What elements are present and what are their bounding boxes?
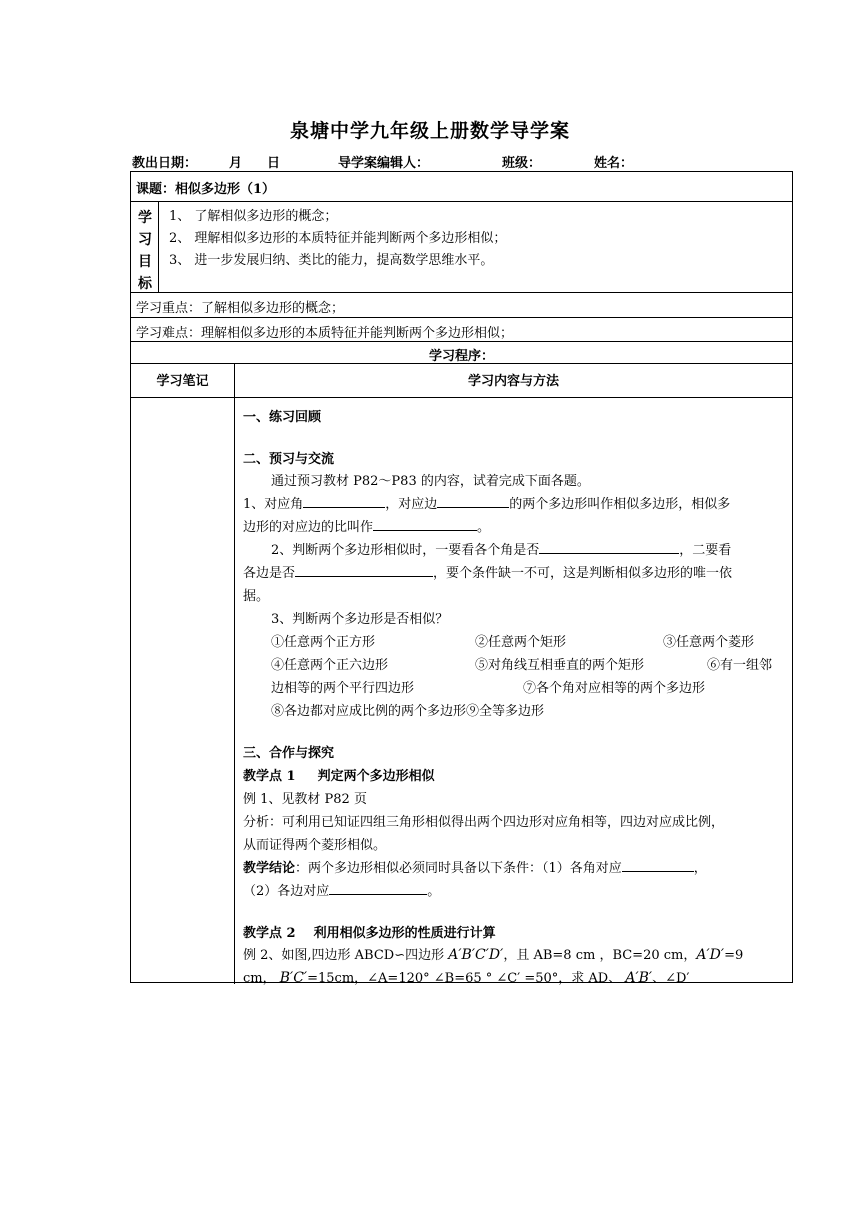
section-review: 一、练习回顾 — [243, 410, 322, 425]
notes-header: 学习笔记 — [156, 374, 209, 389]
blank-field[interactable] — [437, 494, 509, 508]
analysis-line1: 分析：可利用已知证四组三角形相似得出两个四边形对应角相等，四边对应成比例， — [243, 815, 725, 830]
blank-field[interactable] — [295, 563, 433, 577]
blank-field[interactable] — [539, 540, 679, 554]
difficulty: 学习难点：理解相似多边形的本质特征并能判断两个多边形相似； — [136, 326, 514, 341]
teaching-point-1: 教学点 1 判定两个多边形相似 — [243, 769, 435, 784]
key-point-row — [131, 293, 792, 318]
column-header-row — [131, 364, 792, 398]
question-3-title: 3、判断两个多边形是否相似？ — [271, 612, 449, 627]
question-1-line1: 1、对应角 ，对应边 的两个多边形叫作相似多边形，相似多 — [243, 493, 730, 512]
meta-line — [132, 152, 792, 170]
question-2-line3: 据。 — [243, 589, 270, 604]
conclusion-line1: 教学结论：两个多边形相似必须同时具备以下条件：（1）各角对应 ， — [243, 857, 707, 876]
question-2-line2: 各边是否 ，要个条件缺一不可，这是判断相似多边形的唯一依 — [243, 562, 732, 581]
lesson-table — [130, 171, 793, 986]
conclusion-line2: （2）各边对应 。 — [243, 880, 440, 899]
blank-field[interactable] — [329, 881, 427, 895]
date-label: 教出日期： — [132, 156, 198, 171]
example-2-line2: cm， B′C′=15cm，∠A=120° ∠B=65 ° ∠C′ =50°，求 AD、 A′B′、∠D′ — [243, 970, 690, 986]
blank-field[interactable] — [303, 494, 385, 508]
example-1: 例 1、见教材 P82 页 — [243, 792, 367, 807]
teaching-point-2: 教学点 2 利用相似多边形的性质进行计算 — [243, 926, 496, 941]
notes-header-cell — [131, 364, 235, 397]
goals-list — [169, 206, 506, 272]
goals-side-label — [131, 202, 159, 292]
month-label: 月 — [229, 156, 243, 171]
goal-item: 1、 了解相似多边形的概念； — [169, 209, 338, 224]
blank-field[interactable] — [622, 858, 694, 872]
goals-char: 标 — [138, 276, 152, 292]
goals-char: 学 — [138, 210, 152, 226]
content-header: 学习内容与方法 — [467, 374, 559, 389]
difficulty-row — [131, 318, 792, 342]
editor-label: 导学案编辑人： — [338, 156, 430, 171]
question-2-line1: 2、判断两个多边形相似时，一要看各个角是否 ，二要看 — [271, 539, 731, 558]
topic-row — [131, 172, 792, 202]
procedure-header-row — [131, 342, 792, 364]
name-label: 姓名： — [594, 156, 634, 171]
topic: 课题：相似多边形（1） — [136, 182, 276, 197]
section-preview: 二、预习与交流 — [243, 452, 335, 467]
question-1-line2: 边形的对应边的比叫作 。 — [243, 516, 490, 535]
class-label: 班级： — [502, 156, 542, 171]
preview-intro: 通过预习教材 P82～P83 的内容，试着完成下面各题。 — [271, 474, 590, 489]
option-1: ①任意两个正方形 — [271, 635, 376, 650]
section-explore: 三、合作与探究 — [243, 746, 335, 761]
day-label: 日 — [267, 156, 281, 171]
content-row — [131, 398, 792, 984]
goals-char: 目 — [138, 254, 152, 270]
blank-field[interactable] — [373, 517, 477, 531]
option-6-part1: ⑥有一组邻 — [707, 658, 773, 673]
goal-item: 2、 理解相似多边形的本质特征并能判断两个多边形相似； — [169, 231, 507, 246]
notes-column — [131, 398, 235, 984]
option-7: ⑦各个角对应相等的两个多边形 — [523, 681, 706, 696]
option-4: ④任意两个正六边形 — [271, 658, 389, 673]
document-title: 泉塘中学九年级上册数学导学案 — [289, 120, 570, 142]
procedure-header: 学习程序： — [428, 349, 494, 364]
example-2-line1: 例 2、如图,四边形 ABCD∽四边形 A′B′C′D′，且 AB=8 cm ，BC=20 cm，A′D′=9 — [243, 947, 744, 963]
option-2: ②任意两个矩形 — [475, 635, 567, 650]
goals-char: 习 — [138, 232, 152, 248]
option-8-9: ⑧各边都对应成比例的两个多边形⑨全等多边形 — [271, 704, 545, 719]
option-5: ⑤对角线互相垂直的两个矩形 — [475, 658, 645, 673]
key-point: 学习重点：了解相似多边形的概念； — [136, 301, 345, 316]
option-6-part2: 边相等的两个平行四边形 — [271, 681, 415, 696]
goals-row — [131, 202, 792, 293]
goal-item: 3、 进一步发展归纳、类比的能力，提高数学思维水平。 — [169, 253, 494, 268]
option-3: ③任意两个菱形 — [663, 635, 755, 650]
analysis-line2: 从而证得两个菱形相似。 — [243, 838, 387, 853]
